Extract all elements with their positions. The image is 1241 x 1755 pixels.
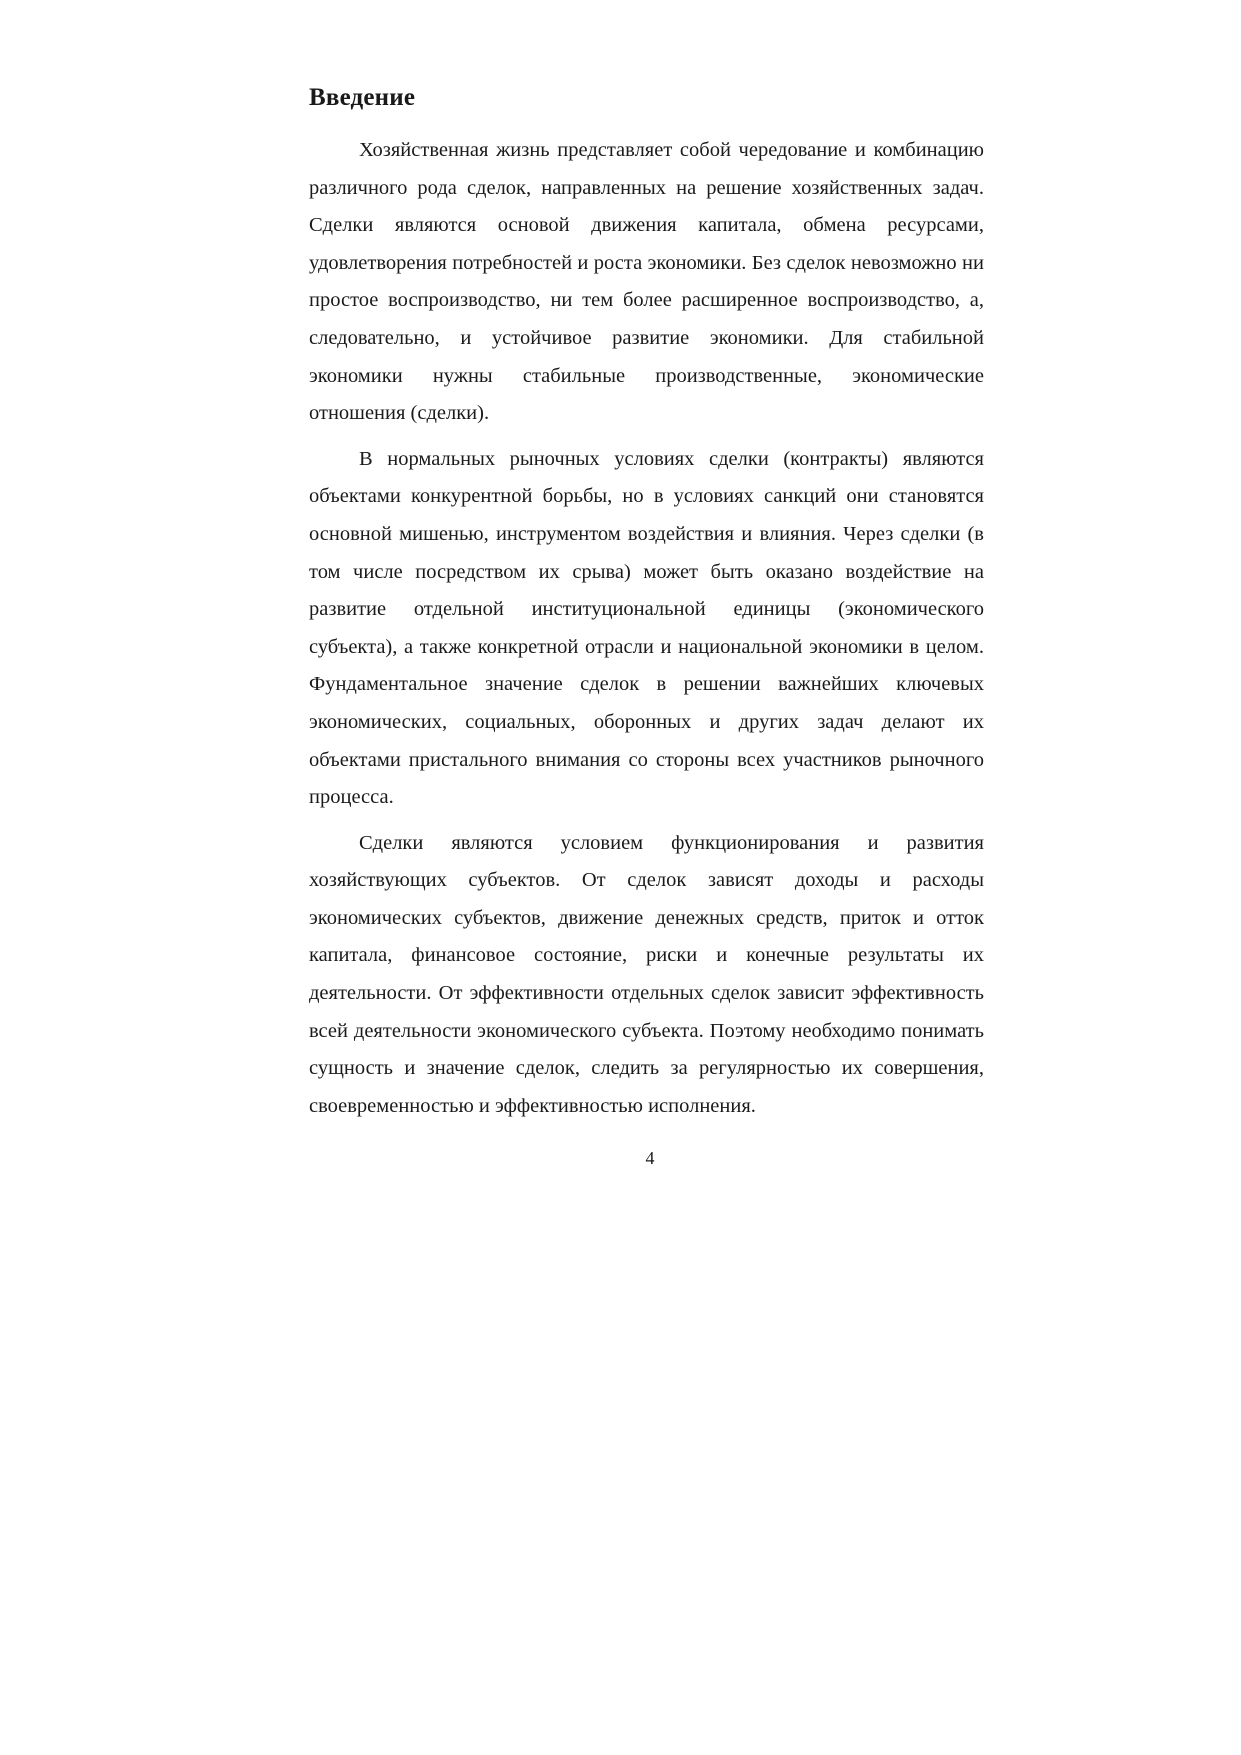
paragraph-1: Хозяйственная жизнь представляет собой чередование и комбинацию различного рода сделок, направленных на решение хозяйственных задач. Сделки являются основой движения капитала, обмена ресурсами, удовлетворения потребностей и роста экономики. Без сделок невозможно ни простое воспроизводство, ни тем более расширенное воспроизводство, а, следовательно, и устойчивое развитие экономики. Для стабильной экономики нужны стабильные производственные, экономические отношения (сделки). bbox=[309, 139, 984, 425]
section-heading: Введение bbox=[309, 84, 416, 111]
paragraph-2: В нормальных рыночных условиях сделки (контракты) являются объектами конкурентной борьбы, но в условиях санкций они становятся основной мишенью, инструментом воздействия и влияния. Через сделки (в том числе посредством их срыва) может быть оказано воздействие на развитие отдельной институциональной единицы (экономического субъекта), а также конкретной отрасли и национальной экономики в целом. Фундаментальное значение сделок в решении важнейших ключевых экономических, социальных, оборонных и других задач делают их объектами пристального внимания со стороны всех участников рыночного процесса. bbox=[309, 447, 984, 809]
paragraph-3: Сделки являются условием функционирования и развития хозяйствующих субъектов. От сделок зависят доходы и расходы экономических субъектов, движение денежных средств, приток и отток капитала, финансовое состояние, риски и конечные результаты их деятельности. От эффективности отдельных сделок зависит эффективность всей деятельности экономического субъекта. Поэтому необходимо понимать сущность и значение сделок, следить за регулярностью их совершения, своевременностью и эффективностью исполнения. bbox=[309, 831, 984, 1117]
page-number: 4 bbox=[645, 1148, 655, 1168]
text-column bbox=[309, 78, 984, 1133]
